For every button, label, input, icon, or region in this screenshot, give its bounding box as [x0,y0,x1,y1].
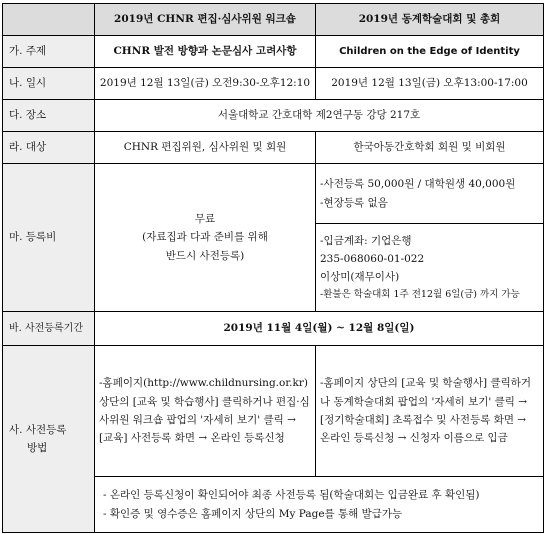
datetime-row [3,68,544,100]
method-row [3,346,544,477]
fee-row [3,164,544,224]
header-empty-cell [3,4,95,36]
event-info-table [2,3,544,533]
header-conference: 2019년 동계학술대회 및 총회 [316,4,544,36]
method-notes [95,477,544,533]
pre-period-row [3,312,544,346]
theme-row [3,36,544,68]
method-label-line1: 사. 사전등록 [9,423,67,436]
fee-conference-pre: -사전등록 50,000원 / 대학원생 40,000원 [320,178,516,191]
account-bank: -입금계좌: 기업은행 [320,234,412,247]
target-label: 라. 대상 [3,132,95,164]
header-row [3,4,544,36]
account-number: 235-068060-01-022 [320,253,425,265]
theme-label: 가. 주제 [3,36,95,68]
venue-value: 서울대학교 간호대학 제2연구동 강당 217호 [95,100,544,132]
fee-conference [316,164,544,224]
refund-policy: -환불은 학술대회 1주 전12월 6일(금) 까지 가능 [320,288,520,300]
fee-label: 마. 등록비 [3,164,95,312]
method-note-1: - 온라인 등록신청이 확인되어야 최종 사전등록 됨(학술대회는 입금완료 후 확인됨) [103,489,480,502]
theme-workshop: CHNR 발전 방향과 논문심사 고려사항 [95,36,316,68]
fee-workshop-free: 무료 [194,212,216,225]
venue-label: 다. 장소 [3,100,95,132]
fee-conference-onsite: -현장등록 없음 [320,196,388,209]
method-workshop: -홈페이지(http://www.childnursing.or.kr) 상단의 [교육 및 학습행사] 클릭하거나 편집·심사위원 워크숍 팝업의 '자세히 보기' 클릭 → [교육] 사전등록 화면 → 온라인 등록신청 [95,346,316,477]
account-holder: 이상미(재무이사) [320,271,400,284]
target-conference: 한국아동간호학회 회원 및 비회원 [316,132,544,164]
method-label-line2: 방법 [27,442,48,454]
pre-period-label: 바. 사전등록기간 [3,312,95,346]
datetime-workshop: 2019년 12월 13일(금) 오전9:30-오후12:10 [95,68,316,100]
fee-workshop-note1: (자료집과 다과 준비를 위해 [142,231,268,244]
method-note-2: - 확인증 및 영수증은 홈페이지 상단의 My Page를 통해 발급가능 [103,507,403,520]
fee-workshop-note2: 반드시 사전등록) [165,249,245,262]
datetime-label: 나. 일시 [3,68,95,100]
fee-workshop [95,164,316,312]
pre-period-value: 2019년 11월 4일(월) ~ 12월 8일(일) [95,312,544,346]
target-workshop: CHNR 편집위원, 심사위원 및 회원 [95,132,316,164]
theme-conference: Children on the Edge of Identity [316,36,544,68]
target-row [3,132,544,164]
venue-row [3,100,544,132]
method-label [3,346,95,533]
header-workshop: 2019년 CHNR 편집·심사위원 워크숍 [95,4,316,36]
fee-account [316,224,544,312]
datetime-conference: 2019년 12월 13일(금) 오후13:00-17:00 [316,68,544,100]
method-conference: -홈페이지 상단의 [교육 및 학술행사] 클릭하거나 동계학술대회 팝업의 '자세히 보기' 클릭 → [정기학술대회] 초록접수 및 사전등록 화면 → 온라인 등록신청 → 신청자 이름으로 입금 [316,346,544,477]
